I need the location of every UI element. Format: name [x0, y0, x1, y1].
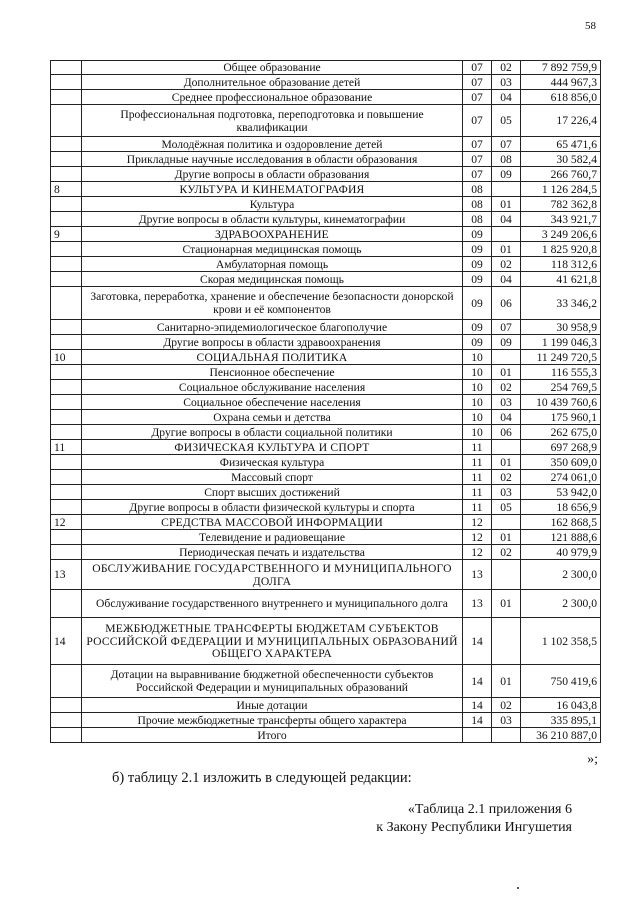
table-section-row [51, 440, 601, 455]
table-row [51, 728, 601, 743]
subsection-code-cell: 05 [492, 105, 521, 137]
amount-cell: 2 300,0 [521, 590, 601, 618]
subsection-code-cell: 02 [492, 61, 521, 75]
item-name-cell: Итого [82, 728, 463, 743]
section-number-cell [51, 212, 82, 227]
amount-cell: 33 346,2 [521, 287, 601, 320]
table-row [51, 485, 601, 500]
table-row [51, 167, 601, 182]
section-code-cell: 11 [463, 470, 492, 485]
subsection-code-cell: 01 [492, 590, 521, 618]
subsection-code-cell: 04 [492, 212, 521, 227]
section-number-cell [51, 257, 82, 272]
amount-cell: 254 769,5 [521, 380, 601, 395]
subsection-code-cell: 01 [492, 455, 521, 470]
section-number-cell [51, 152, 82, 167]
amount-cell: 116 555,3 [521, 365, 601, 380]
section-code-cell: 09 [463, 335, 492, 350]
table-row [51, 590, 601, 618]
amount-cell: 175 960,1 [521, 410, 601, 425]
item-name-cell: Прочие межбюджетные трансферты общего характера [82, 713, 463, 728]
item-name-cell: КУЛЬТУРА И КИНЕМАТОГРАФИЯ [82, 182, 463, 197]
table-row [51, 713, 601, 728]
section-number-cell [51, 272, 82, 287]
subsection-code-cell: 08 [492, 152, 521, 167]
amount-cell: 3 249 206,6 [521, 227, 601, 242]
amount-cell: 10 439 760,6 [521, 395, 601, 410]
table-row [51, 365, 601, 380]
section-number-cell [51, 167, 82, 182]
item-name-cell: Социальное обслуживание населения [82, 380, 463, 395]
item-name-cell: Другие вопросы в области социальной политики [82, 425, 463, 440]
subsection-code-cell: 03 [492, 75, 521, 90]
subsection-code-cell: 05 [492, 500, 521, 515]
table-row [51, 665, 601, 698]
amount-cell: 350 609,0 [521, 455, 601, 470]
section-code-cell: 09 [463, 272, 492, 287]
subsection-code-cell: 07 [492, 320, 521, 335]
subsection-code-cell [492, 227, 521, 242]
section-number-cell [51, 105, 82, 137]
section-number-cell: 11 [51, 440, 82, 455]
amount-cell: 118 312,6 [521, 257, 601, 272]
item-name-cell: Иные дотации [82, 698, 463, 713]
subsection-code-cell: 03 [492, 485, 521, 500]
subsection-code-cell: 01 [492, 665, 521, 698]
table-row [51, 242, 601, 257]
subsection-code-cell [492, 440, 521, 455]
section-code-cell: 09 [463, 242, 492, 257]
subsection-code-cell: 03 [492, 395, 521, 410]
section-number-cell: 14 [51, 618, 82, 665]
item-name-cell: Другие вопросы в области здравоохранения [82, 335, 463, 350]
caption-line-1: «Таблица 2.1 приложения 6 [407, 802, 572, 817]
section-code-cell: 09 [463, 287, 492, 320]
section-number-cell: 10 [51, 350, 82, 365]
section-number-cell: 8 [51, 182, 82, 197]
subsection-code-cell: 06 [492, 425, 521, 440]
table-row [51, 698, 601, 713]
amount-cell: 782 362,8 [521, 197, 601, 212]
subsection-code-cell: 09 [492, 167, 521, 182]
section-number-cell [51, 61, 82, 75]
section-code-cell [463, 728, 492, 743]
subsection-code-cell: 06 [492, 287, 521, 320]
table-row [51, 395, 601, 410]
table-row [51, 61, 601, 75]
subsection-code-cell: 01 [492, 530, 521, 545]
amount-cell: 16 043,8 [521, 698, 601, 713]
table-row [51, 287, 601, 320]
amount-cell: 343 921,7 [521, 212, 601, 227]
section-code-cell: 11 [463, 440, 492, 455]
table-row [51, 335, 601, 350]
amount-cell: 53 942,0 [521, 485, 601, 500]
item-name-cell: ФИЗИЧЕСКАЯ КУЛЬТУРА И СПОРТ [82, 440, 463, 455]
table-row [51, 105, 601, 137]
subsection-code-cell [492, 560, 521, 590]
amount-cell: 18 656,9 [521, 500, 601, 515]
amount-cell: 1 825 920,8 [521, 242, 601, 257]
table-row [51, 530, 601, 545]
table-row [51, 320, 601, 335]
closing-quote-mark: »; [587, 752, 598, 767]
section-number-cell [51, 410, 82, 425]
table-row [51, 410, 601, 425]
amount-cell: 162 868,5 [521, 515, 601, 530]
subsection-code-cell: 02 [492, 698, 521, 713]
section-code-cell: 14 [463, 713, 492, 728]
amount-cell: 697 268,9 [521, 440, 601, 455]
subsection-code-cell: 02 [492, 470, 521, 485]
item-name-cell: Охрана семьи и детства [82, 410, 463, 425]
item-name-cell: Профессиональная подготовка, переподготовка и повышение квалификации [82, 105, 463, 137]
section-number-cell [51, 530, 82, 545]
subsection-code-cell: 01 [492, 197, 521, 212]
amount-cell: 266 760,7 [521, 167, 601, 182]
table-row [51, 137, 601, 152]
item-name-cell: Другие вопросы в области культуры, кинематографии [82, 212, 463, 227]
section-number-cell [51, 713, 82, 728]
table-row [51, 257, 601, 272]
section-code-cell: 07 [463, 152, 492, 167]
item-name-cell: Телевидение и радиовещание [82, 530, 463, 545]
section-code-cell: 08 [463, 212, 492, 227]
subsection-code-cell [492, 728, 521, 743]
amount-cell: 36 210 887,0 [521, 728, 601, 743]
section-code-cell: 14 [463, 698, 492, 713]
amount-cell: 65 471,6 [521, 137, 601, 152]
section-code-cell: 10 [463, 410, 492, 425]
table-row [51, 272, 601, 287]
item-name-cell: Стационарная медицинская помощь [82, 242, 463, 257]
section-code-cell: 07 [463, 167, 492, 182]
item-name-cell: МЕЖБЮДЖЕТНЫЕ ТРАНСФЕРТЫ БЮДЖЕТАМ СУБЪЕКТОВ РОССИЙСКОЙ ФЕДЕРАЦИИ И МУНИЦИПАЛЬНЫХ ОБРАЗОВАНИЙ ОБЩЕГО ХАРАКТЕРА [82, 618, 463, 665]
section-code-cell: 12 [463, 545, 492, 560]
section-code-cell: 09 [463, 320, 492, 335]
section-code-cell: 07 [463, 90, 492, 105]
subsection-code-cell: 02 [492, 545, 521, 560]
section-number-cell [51, 380, 82, 395]
section-number-cell [51, 287, 82, 320]
item-name-cell: Пенсионное обеспечение [82, 365, 463, 380]
subsection-code-cell: 04 [492, 272, 521, 287]
subsection-code-cell: 01 [492, 365, 521, 380]
amount-cell: 1 102 358,5 [521, 618, 601, 665]
subsection-code-cell: 02 [492, 257, 521, 272]
section-code-cell: 11 [463, 485, 492, 500]
caption-line-2: к Закону Республики Ингушетия [376, 820, 572, 836]
section-code-cell: 10 [463, 380, 492, 395]
item-name-cell: Амбулаторная помощь [82, 257, 463, 272]
amount-cell: 335 895,1 [521, 713, 601, 728]
item-name-cell: Среднее профессиональное образование [82, 90, 463, 105]
amount-cell: 1 126 284,5 [521, 182, 601, 197]
item-name-cell: Физическая культура [82, 455, 463, 470]
table-section-row [51, 618, 601, 665]
section-number-cell [51, 425, 82, 440]
table-row [51, 455, 601, 470]
section-code-cell: 13 [463, 560, 492, 590]
section-number-cell [51, 320, 82, 335]
page-number: 58 [585, 20, 596, 32]
subsection-code-cell [492, 350, 521, 365]
section-code-cell: 07 [463, 105, 492, 137]
item-name-cell: Обслуживание государственного внутреннего и муниципального долга [82, 590, 463, 618]
subsection-code-cell: 09 [492, 335, 521, 350]
section-code-cell: 12 [463, 530, 492, 545]
table-caption [376, 801, 572, 837]
amount-cell: 41 621,8 [521, 272, 601, 287]
amount-cell: 30 582,4 [521, 152, 601, 167]
table-row [51, 545, 601, 560]
section-code-cell: 11 [463, 500, 492, 515]
section-code-cell: 08 [463, 197, 492, 212]
section-number-cell [51, 197, 82, 212]
section-number-cell [51, 90, 82, 105]
section-number-cell [51, 728, 82, 743]
section-number-cell [51, 137, 82, 152]
section-number-cell [51, 545, 82, 560]
amendment-instruction: б) таблицу 2.1 изложить в следующей редакции: [112, 770, 412, 786]
subsection-code-cell: 03 [492, 713, 521, 728]
section-number-cell [51, 335, 82, 350]
subsection-code-cell [492, 618, 521, 665]
table-row [51, 75, 601, 90]
section-number-cell [51, 395, 82, 410]
section-number-cell: 13 [51, 560, 82, 590]
section-code-cell: 11 [463, 455, 492, 470]
table-section-row [51, 350, 601, 365]
scan-speck [517, 887, 519, 889]
item-name-cell: СОЦИАЛЬНАЯ ПОЛИТИКА [82, 350, 463, 365]
item-name-cell: Массовый спорт [82, 470, 463, 485]
amount-cell: 2 300,0 [521, 560, 601, 590]
budget-table-body [51, 61, 601, 743]
subsection-code-cell [492, 515, 521, 530]
table-section-row [51, 515, 601, 530]
table-row [51, 380, 601, 395]
section-code-cell: 07 [463, 75, 492, 90]
item-name-cell: ЗДРАВООХРАНЕНИЕ [82, 227, 463, 242]
section-number-cell: 9 [51, 227, 82, 242]
amount-cell: 1 199 046,3 [521, 335, 601, 350]
table-row [51, 470, 601, 485]
table-row [51, 197, 601, 212]
amount-cell: 618 856,0 [521, 90, 601, 105]
section-code-cell: 07 [463, 61, 492, 75]
table-row [51, 500, 601, 515]
amount-cell: 262 675,0 [521, 425, 601, 440]
amount-cell: 274 061,0 [521, 470, 601, 485]
item-name-cell: Санитарно-эпидемиологическое благополучие [82, 320, 463, 335]
budget-table [50, 60, 601, 743]
section-number-cell [51, 485, 82, 500]
item-name-cell: Общее образование [82, 61, 463, 75]
section-code-cell: 09 [463, 257, 492, 272]
section-code-cell: 09 [463, 227, 492, 242]
table-row [51, 212, 601, 227]
item-name-cell: Спорт высших достижений [82, 485, 463, 500]
amount-cell: 30 958,9 [521, 320, 601, 335]
table-section-row [51, 182, 601, 197]
section-code-cell: 10 [463, 365, 492, 380]
table-row [51, 425, 601, 440]
amount-cell: 750 419,6 [521, 665, 601, 698]
section-number-cell [51, 75, 82, 90]
section-code-cell: 14 [463, 665, 492, 698]
amount-cell: 40 979,9 [521, 545, 601, 560]
item-name-cell: Скорая медицинская помощь [82, 272, 463, 287]
amount-cell: 17 226,4 [521, 105, 601, 137]
item-name-cell: Молодёжная политика и оздоровление детей [82, 137, 463, 152]
section-number-cell [51, 365, 82, 380]
section-number-cell [51, 242, 82, 257]
item-name-cell: Заготовка, переработка, хранение и обеспечение безопасности донорской крови и её компонентов [82, 287, 463, 320]
subsection-code-cell: 01 [492, 242, 521, 257]
section-code-cell: 10 [463, 395, 492, 410]
amount-cell: 121 888,6 [521, 530, 601, 545]
amount-cell: 11 249 720,5 [521, 350, 601, 365]
item-name-cell: ОБСЛУЖИВАНИЕ ГОСУДАРСТВЕННОГО И МУНИЦИПАЛЬНОГО ДОЛГА [82, 560, 463, 590]
item-name-cell: Периодическая печать и издательства [82, 545, 463, 560]
table-row [51, 152, 601, 167]
section-number-cell [51, 455, 82, 470]
table-row [51, 90, 601, 105]
table-section-row [51, 560, 601, 590]
subsection-code-cell: 07 [492, 137, 521, 152]
section-number-cell [51, 665, 82, 698]
item-name-cell: Прикладные научные исследования в области образования [82, 152, 463, 167]
section-number-cell: 12 [51, 515, 82, 530]
item-name-cell: Другие вопросы в области образования [82, 167, 463, 182]
subsection-code-cell: 04 [492, 410, 521, 425]
section-number-cell [51, 698, 82, 713]
subsection-code-cell [492, 182, 521, 197]
item-name-cell: Дотации на выравнивание бюджетной обеспеченности субъектов Российской Федерации и муниципальных образований [82, 665, 463, 698]
subsection-code-cell: 04 [492, 90, 521, 105]
item-name-cell: Социальное обеспечение населения [82, 395, 463, 410]
section-code-cell: 10 [463, 425, 492, 440]
section-code-cell: 07 [463, 137, 492, 152]
table-section-row [51, 227, 601, 242]
section-code-cell: 12 [463, 515, 492, 530]
section-code-cell: 13 [463, 590, 492, 618]
section-number-cell [51, 500, 82, 515]
section-number-cell [51, 470, 82, 485]
subsection-code-cell: 02 [492, 380, 521, 395]
amount-cell: 444 967,3 [521, 75, 601, 90]
item-name-cell: Дополнительное образование детей [82, 75, 463, 90]
item-name-cell: Культура [82, 197, 463, 212]
section-code-cell: 08 [463, 182, 492, 197]
amount-cell: 7 892 759,9 [521, 61, 601, 75]
section-code-cell: 14 [463, 618, 492, 665]
item-name-cell: Другие вопросы в области физической культуры и спорта [82, 500, 463, 515]
section-code-cell: 10 [463, 350, 492, 365]
item-name-cell: СРЕДСТВА МАССОВОЙ ИНФОРМАЦИИ [82, 515, 463, 530]
section-number-cell [51, 590, 82, 618]
